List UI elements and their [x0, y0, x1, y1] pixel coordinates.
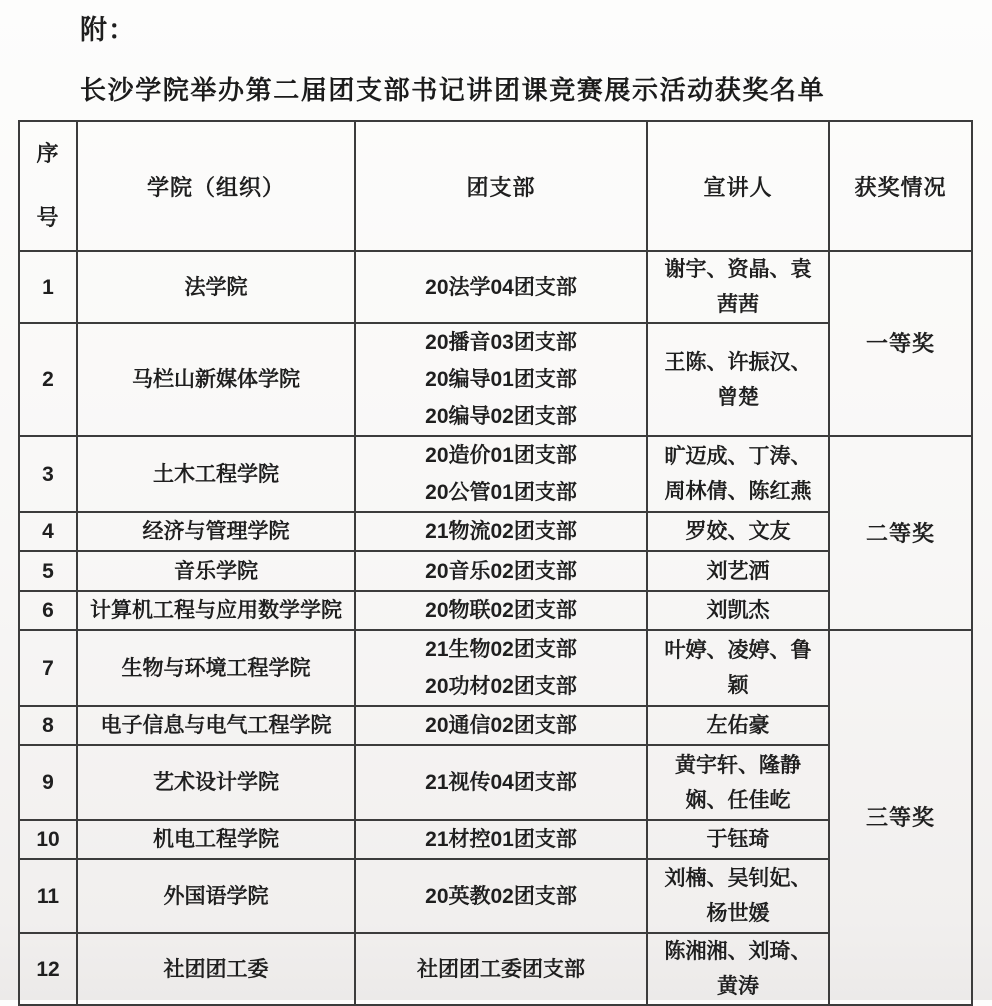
page-title: 长沙学院举办第二届团支部书记讲团课竞赛展示活动获奖名单 [80, 75, 826, 105]
speaker-cell: 陈湘湘、刘琦、黄涛 [647, 933, 829, 1005]
branch-line: 20物联02团支部 [425, 599, 577, 622]
branch-line: 20音乐02团支部 [425, 559, 577, 583]
row-no: 12 [19, 933, 77, 1005]
speaker-cell: 罗姣、文友 [647, 512, 829, 551]
table-row [19, 251, 972, 323]
branch-line: 20造价01团支部 [425, 444, 577, 467]
award-cell-second-prize: 二等奖 [829, 436, 972, 630]
branch-line: 20公管01团支部 [425, 481, 577, 504]
branch-cell [355, 820, 647, 859]
branch-line: 20编导02团支部 [425, 405, 577, 428]
branch-line: 21材控01团支部 [425, 828, 577, 851]
table-row [19, 436, 972, 512]
college-cell: 生物与环境工程学院 [77, 630, 355, 706]
speaker-cell: 刘艺洒 [647, 551, 829, 591]
award-cell-third-prize: 三等奖 [829, 630, 972, 1005]
branch-cell [355, 859, 647, 933]
speaker-cell: 刘楠、吴钊妃、杨世媛 [647, 859, 829, 933]
speaker-cell: 王陈、许振汉、曾楚 [647, 323, 829, 436]
row-no: 1 [19, 251, 77, 323]
row-no: 8 [19, 706, 77, 745]
table-row [19, 630, 972, 706]
row-no: 11 [19, 859, 77, 933]
branch-line: 20通信02团支部 [425, 714, 577, 737]
college-cell: 经济与管理学院 [77, 512, 355, 551]
speaker-cell: 刘凯杰 [647, 591, 829, 630]
branch-cell [355, 251, 647, 323]
college-cell: 法学院 [77, 251, 355, 323]
row-no: 10 [19, 820, 77, 859]
college-cell: 社团团工委 [77, 933, 355, 1005]
attachment-label: 附： [80, 15, 136, 45]
speaker-cell: 旷迈成、丁涛、周林倩、陈红燕 [647, 436, 829, 512]
speaker-cell: 于钰琦 [647, 820, 829, 859]
branch-line: 20英教02团支部 [425, 884, 577, 908]
college-cell: 电子信息与电气工程学院 [77, 706, 355, 745]
branch-line: 20法学04团支部 [425, 275, 577, 299]
branch-cell [355, 512, 647, 551]
college-cell: 计算机工程与应用数学学院 [77, 591, 355, 630]
college-cell: 外国语学院 [77, 859, 355, 933]
branch-line: 21生物02团支部 [425, 638, 577, 661]
row-no: 3 [19, 436, 77, 512]
branch-line: 20功材02团支部 [425, 675, 577, 698]
branch-line: 21物流02团支部 [425, 520, 577, 543]
branch-cell [355, 933, 647, 1005]
branch-cell [355, 551, 647, 591]
row-no: 5 [19, 551, 77, 591]
header-no-label: 序号 [36, 141, 60, 230]
branch-cell [355, 436, 647, 512]
branch-line: 社团团工委团支部 [417, 957, 585, 981]
college-cell: 土木工程学院 [77, 436, 355, 512]
header-no [19, 121, 77, 251]
branch-cell [355, 323, 647, 436]
branch-line: 21视传04团支部 [425, 771, 577, 794]
header-award: 获奖情况 [829, 121, 972, 251]
branch-line: 20播音03团支部 [425, 331, 577, 354]
table-header-row [19, 121, 972, 251]
college-cell: 马栏山新媒体学院 [77, 323, 355, 436]
row-no: 7 [19, 630, 77, 706]
college-cell: 艺术设计学院 [77, 745, 355, 820]
branch-line: 20编导01团支部 [425, 368, 577, 391]
speaker-cell: 左佑豪 [647, 706, 829, 745]
row-no: 9 [19, 745, 77, 820]
speaker-cell: 黄宇轩、隆静娴、任佳屹 [647, 745, 829, 820]
branch-cell [355, 745, 647, 820]
row-no: 4 [19, 512, 77, 551]
branch-cell [355, 706, 647, 745]
speaker-cell: 叶婷、凌婷、鲁颖 [647, 630, 829, 706]
row-no: 6 [19, 591, 77, 630]
branch-cell [355, 630, 647, 706]
header-branch: 团支部 [355, 121, 647, 251]
header-college: 学院（组织） [77, 121, 355, 251]
award-table [18, 120, 973, 1006]
college-cell: 音乐学院 [77, 551, 355, 591]
speaker-cell: 谢宇、资晶、袁茜茜 [647, 251, 829, 323]
header-speaker: 宣讲人 [647, 121, 829, 251]
row-no: 2 [19, 323, 77, 436]
branch-cell [355, 591, 647, 630]
award-cell-first-prize: 一等奖 [829, 251, 972, 436]
college-cell: 机电工程学院 [77, 820, 355, 859]
